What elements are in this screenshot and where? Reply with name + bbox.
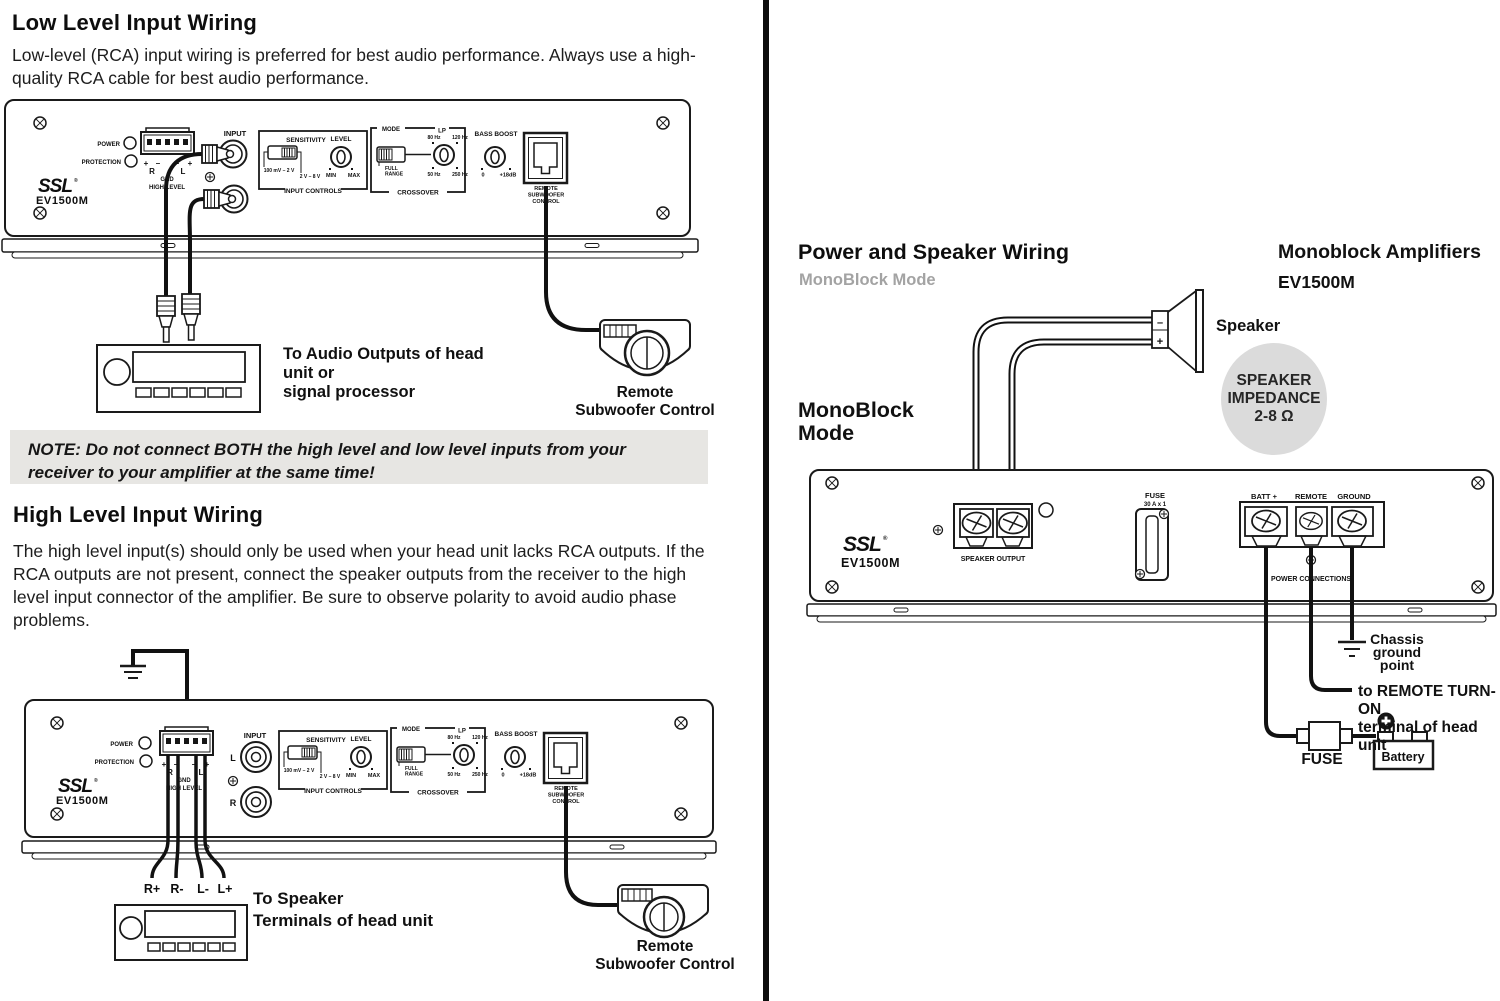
svg-text:2 V – 8 V: 2 V – 8 V [319,774,341,780]
svg-text:50 Hz: 50 Hz [447,772,461,778]
svg-text:50 Hz: 50 Hz [427,172,441,178]
svg-text:R: R [229,798,237,808]
svg-text:+: + [161,760,167,769]
svg-text:R: R [167,768,173,777]
svg-text:80 Hz: 80 Hz [447,735,461,741]
chassis-ground-symbol [1338,642,1366,656]
svg-text:INPUT CONTROLS: INPUT CONTROLS [304,788,362,795]
input-label: INPUT [223,129,247,138]
svg-text:REMOTE: REMOTE [534,186,558,192]
svg-text:®: ® [74,178,78,184]
svg-text:MODE: MODE [402,727,420,733]
rca-plug-down-left [157,296,175,342]
svg-text:120 Hz: 120 Hz [452,135,468,141]
speaker-impedance-badge: SPEAKER IMPEDANCE 2-8 Ω [1221,343,1327,455]
svg-text:BATT +: BATT + [1251,492,1277,501]
svg-text:GND: GND [177,778,191,784]
wire-label-l-minus: L- [197,882,209,896]
svg-text:SENSITIVITY: SENSITIVITY [286,137,326,144]
svg-text:+: + [204,760,210,769]
svg-text:250 Hz: 250 Hz [452,172,468,178]
svg-text:PROTECTION: PROTECTION [94,760,134,766]
svg-text:EV1500M: EV1500M [36,195,89,207]
svg-text:100 mV – 2 V: 100 mV – 2 V [263,168,295,174]
svg-text:+: + [187,159,193,168]
svg-text:–: – [174,159,180,168]
svg-text:+: + [1156,336,1164,348]
head-unit-high-level [115,905,247,960]
svg-text:LP: LP [438,128,446,135]
svg-text:0: 0 [481,172,485,179]
battery-label: Battery [1381,750,1425,764]
input-label: INPUT [243,731,267,740]
power-wiring-heading: Power and Speaker Wiring [798,240,1070,264]
power-wiring-subheading: MonoBlock Mode [799,271,936,289]
svg-text:RANGE: RANGE [385,171,404,178]
high-level-heading: High Level Input Wiring [13,502,264,527]
amp-type-title: Monoblock Amplifiers [1278,241,1481,263]
rca-jack-right [241,787,271,817]
svg-text:0: 0 [501,772,505,779]
svg-text:INPUT CONTROLS: INPUT CONTROLS [284,188,342,195]
svg-text:EV1500M: EV1500M [56,795,109,807]
speaker-terminals-label: To Speaker Terminals of head unit [253,889,434,930]
svg-text:–: – [1156,317,1164,329]
svg-text:GROUND: GROUND [1337,492,1371,501]
svg-text:SUBWOOFER: SUBWOOFER [527,192,565,199]
svg-text:SSL: SSL [843,533,881,556]
svg-text:2 V – 8 V: 2 V – 8 V [299,174,321,180]
svg-text:MAX: MAX [347,173,361,179]
low-level-paragraph: Low-level (RCA) input wiring is preferred for best audio performance. Always use a high-quality RCA cable for best audio performance. [12,45,696,88]
svg-text:HIGH LEVEL: HIGH LEVEL [165,786,203,792]
wire-label-r-minus: R- [170,882,184,896]
svg-text:+: + [143,159,149,168]
svg-text:BASS BOOST: BASS BOOST [474,131,518,138]
svg-text:L: L [198,768,204,777]
svg-text:SSL: SSL [38,176,72,197]
rear-amp-panel [807,470,1496,622]
svg-text:RANGE: RANGE [405,771,424,778]
bass-boost-knob [485,147,505,167]
svg-text:POWER: POWER [110,742,133,748]
level-knob [331,147,351,167]
remote-subwoofer-control-high [618,885,708,937]
svg-text:R: R [149,167,155,176]
remote-subwoofer-control-low [600,320,690,375]
power-led-label: POWER [97,142,120,148]
low-level-heading: Low Level Input Wiring [12,10,257,35]
svg-text:MODE: MODE [382,127,400,133]
svg-text:CROSSOVER: CROSSOVER [417,789,459,797]
svg-text:LEVEL: LEVEL [330,136,352,143]
svg-text:L: L [230,753,236,763]
svg-text:–: – [191,760,197,769]
crossover-knob [434,145,454,165]
rca-jack-left [241,742,271,772]
svg-text:LP: LP [458,728,466,735]
svg-text:L: L [180,167,186,176]
svg-text:–: – [173,760,179,769]
remote-turn-on-label: to REMOTE TURN-ON terminal of head unit [1358,683,1496,754]
level-knob [351,747,371,767]
remote-control-label-low: Remote Subwoofer Control [575,384,715,419]
speaker-wire-r-minus [173,755,179,878]
svg-text:CROSSOVER: CROSSOVER [397,189,439,197]
fuse-label: FUSE [1301,751,1343,768]
monoblock-mode-label: MonoBlock Mode [798,398,914,445]
svg-text:SPEAKER OUTPUT: SPEAKER OUTPUT [960,556,1026,563]
svg-text:GND: GND [160,177,174,183]
svg-text:FUSE: FUSE [1144,491,1166,500]
svg-text:CONTROL: CONTROL [532,199,560,205]
note-box: NOTE: Do not connect BOTH the high level and low level inputs from your receiver to your amplifier at the same time! [10,430,708,484]
rca-plug-down-right [182,294,200,340]
high-level-amp-panel [22,651,716,905]
svg-text:+18dB: +18dB [519,772,537,779]
ground-symbol [120,666,146,678]
audio-outputs-label: To Audio Outputs of head unit or signal processor [283,345,484,401]
speaker-label: Speaker [1216,317,1281,335]
svg-text:SENSITIVITY: SENSITIVITY [306,737,346,744]
svg-text:MIN: MIN [345,773,357,779]
svg-text:EV1500M: EV1500M [841,556,901,570]
svg-text:MAX: MAX [367,773,381,779]
svg-text:POWER CONNECTIONS: POWER CONNECTIONS [1270,576,1352,583]
svg-text:120 Hz: 120 Hz [472,735,488,741]
svg-text:SSL: SSL [58,776,92,797]
svg-text:100 mV – 2 V: 100 mV – 2 V [283,768,315,774]
wire-label-l-plus: L+ [217,882,233,896]
svg-text:FULL: FULL [385,166,398,172]
svg-text:+18dB: +18dB [499,172,517,179]
head-unit-low-level [97,345,260,412]
remote-control-label-high: Remote Subwoofer Control [595,938,735,973]
protection-led-label: PROTECTION [81,160,121,166]
svg-text:–: – [155,159,161,168]
high-level-paragraph: The high level input(s) should only be used when your head unit lacks RCA outputs. If the RCA outputs are not present, connect the speaker outputs from the receiver to the high level input connector of the amplifier. Be sure to observe polarity to avoid audio phase problems. [13,541,705,630]
svg-text:LEVEL: LEVEL [350,736,372,743]
page-divider [763,0,769,1001]
svg-text:30 A x 1: 30 A x 1 [1143,502,1167,508]
svg-text:MIN: MIN [325,173,337,179]
svg-text:80 Hz: 80 Hz [427,135,441,141]
svg-text:REMOTE: REMOTE [1294,492,1328,501]
crossover-knob [454,745,474,765]
low-level-amp-panel [2,100,698,330]
svg-text:HIGH LEVEL: HIGH LEVEL [148,185,186,191]
wire-label-r-plus: R+ [143,882,161,896]
svg-text:250 Hz: 250 Hz [472,772,488,778]
svg-text:®: ® [94,778,98,784]
svg-text:CONTROL: CONTROL [552,799,580,805]
bass-boost-knob [505,747,525,767]
svg-text:REMOTE: REMOTE [554,786,578,792]
svg-text:®: ® [883,536,888,542]
svg-text:SUBWOOFER: SUBWOOFER [547,792,585,799]
svg-text:BASS BOOST: BASS BOOST [494,731,538,738]
svg-text:FULL: FULL [405,766,418,772]
chassis-ground-label: Chassis ground point [1370,631,1424,673]
amp-model-title: EV1500M [1278,272,1355,292]
